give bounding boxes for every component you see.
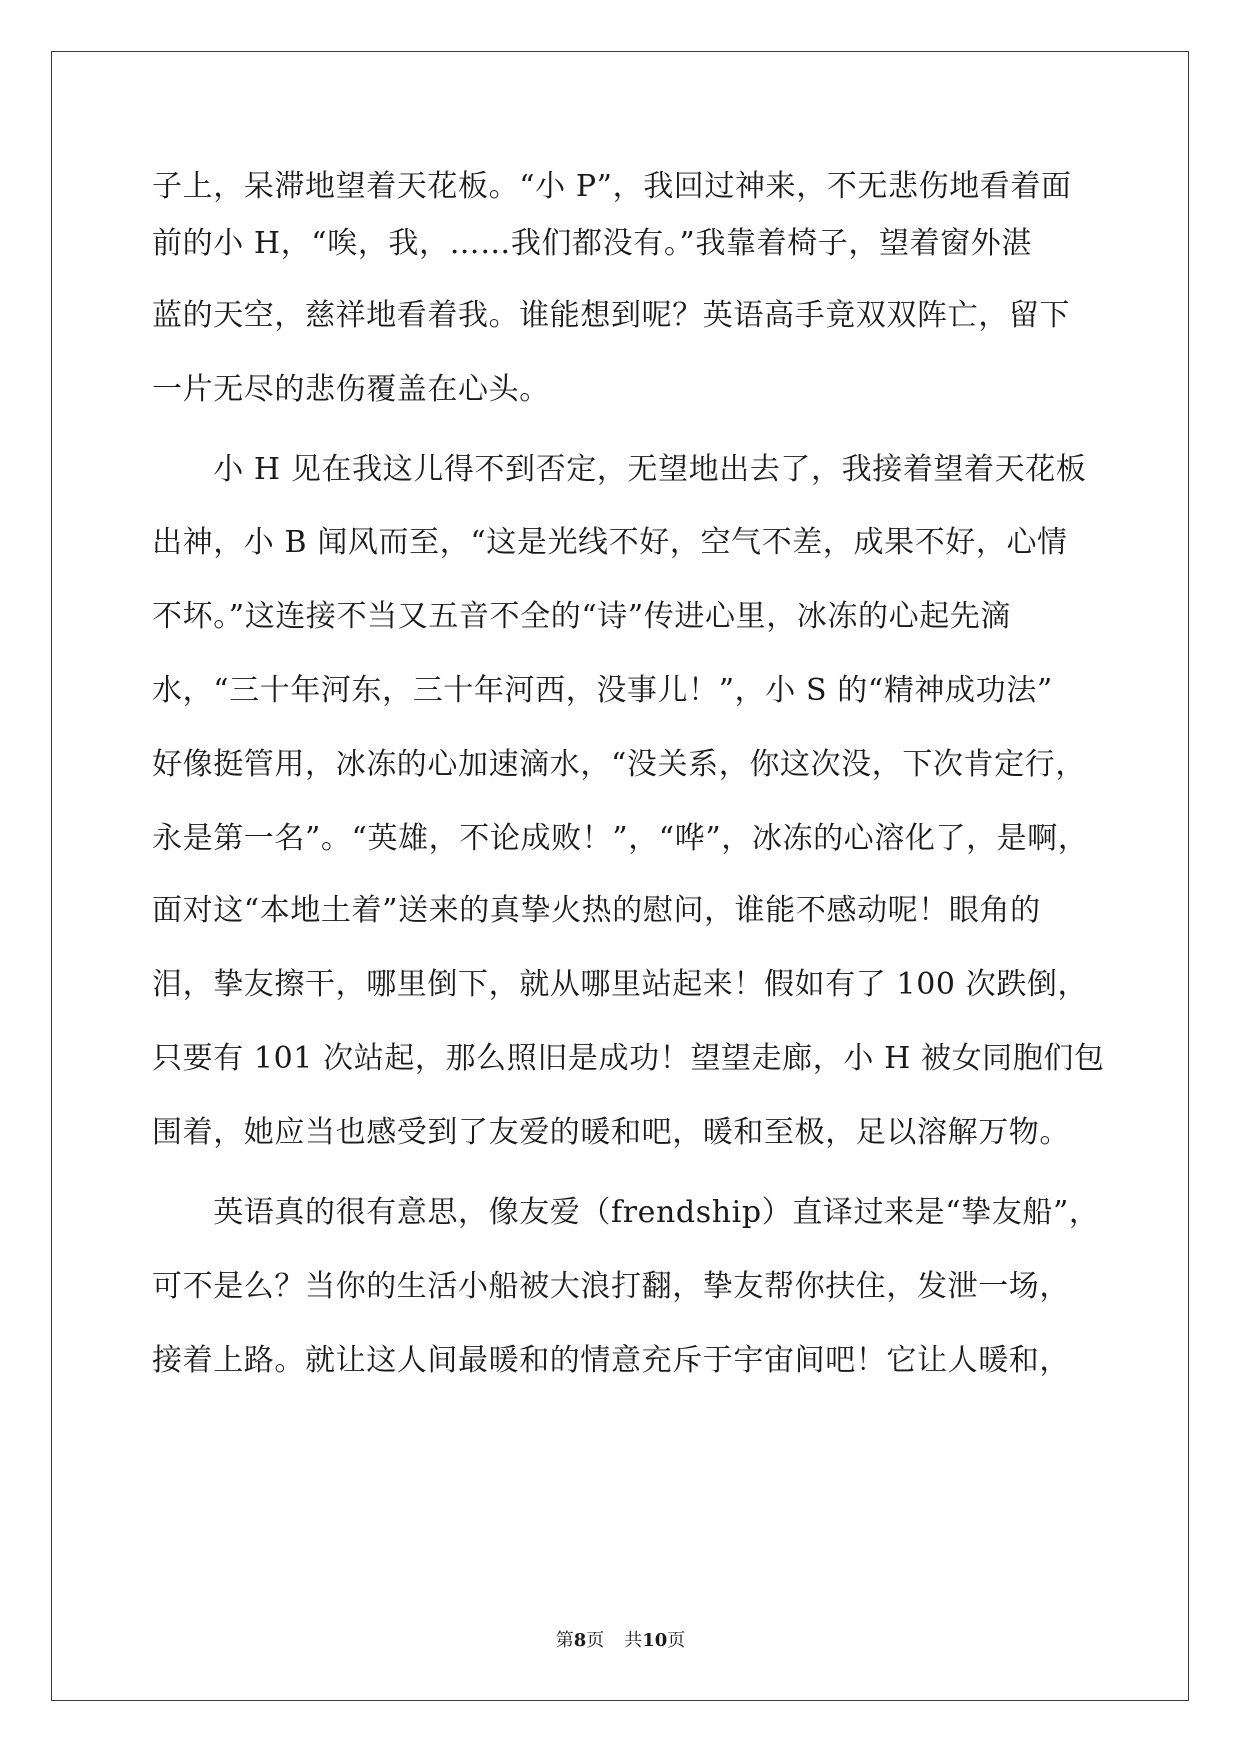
text-line: 不坏。”这连接不当又五音不全的“诗”传进心里，冰冻的心起先滴 (152, 599, 1012, 634)
text-line: 一片无尽的悲伤覆盖在心头。 (152, 372, 550, 407)
text-line: 英语真的很有意思，像友爱（frendship）直译过来是“挚友船”， (152, 1195, 1100, 1230)
text-line: 泪，挚友擦干，哪里倒下，就从哪里站起来！假如有了 100 次跌倒， (152, 967, 1089, 1002)
text-line: 围着，她应当也感受到了友爱的暖和吧，暖和至极，足以溶解万物。 (152, 1115, 1070, 1150)
total-prefix: 共 (624, 1630, 643, 1651)
page-total: 10 (642, 1630, 668, 1651)
text-line: 永是第一名”。“英雄，不论成败！”，“哗”，冰冻的心溶化了，是啊， (152, 821, 1089, 856)
page-current: 8 (573, 1630, 587, 1651)
text-line: 水，“三十年河东，三十年河西，没事儿！”，小 S 的“精神成功法” (152, 673, 1053, 708)
text-line: 小 H 见在我这儿得不到否定，无望地出去了，我接着望着天花板 (152, 452, 1087, 487)
text-line: 好像挺管用，冰冻的心加速滴水，“没关系，你这次没，下次肯定行， (152, 747, 1086, 782)
text-line: 可不是么？当你的生活小船被大浪打翻，挚友帮你扶住，发泄一场， (152, 1269, 1070, 1304)
page-footer (0, 1626, 1241, 1652)
page-prefix: 第 (555, 1630, 574, 1651)
text-line: 蓝的天空，慈祥地看着我。谁能想到呢？英语高手竟双双阵亡，留下 (152, 298, 1070, 333)
page-suffix: 页 (586, 1630, 605, 1651)
text-line: 只要有 101 次站起，那么照旧是成功！望望走廊，小 H 被女同胞们包 (152, 1041, 1105, 1076)
text-line: 出神，小 B 闻风而至，“这是光线不好，空气不差，成果不好，心情 (152, 525, 1068, 560)
text-line: 子上，呆滞地望着天花板。“小 P”，我回过神来，不无悲伤地看着面 (152, 169, 1072, 204)
text-line: 前的小 H，“唉，我，……我们都没有。”我靠着椅子，望着窗外湛 (152, 226, 1032, 261)
total-suffix: 页 (667, 1630, 686, 1651)
text-line: 接着上路。就让这人间最暖和的情意充斥于宇宙间吧！它让人暖和， (152, 1343, 1070, 1378)
text-line: 面对这“本地土着”送来的真挚火热的慰问，谁能不感动呢！眼角的 (152, 893, 1041, 928)
